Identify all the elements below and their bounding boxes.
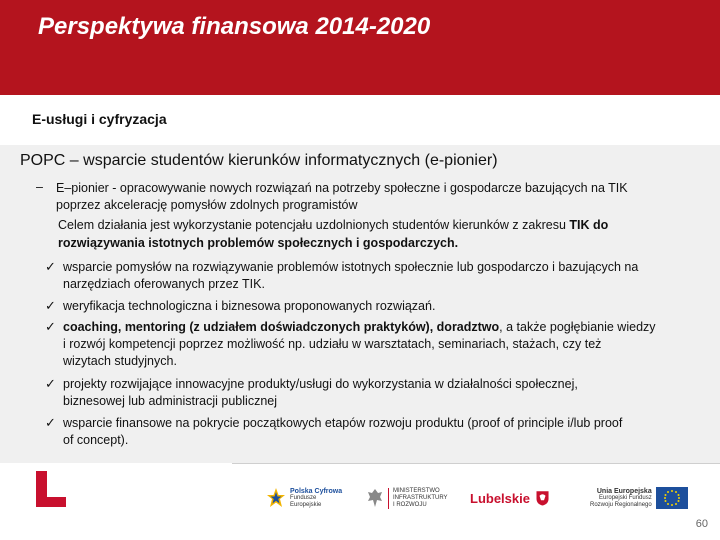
list-item-line: weryfikacja technologiczna i biznesowa proponowanych rozwiązań. (63, 299, 436, 313)
goal-text-bold: TIK do (569, 218, 609, 232)
lubelskie-wordmark: Lubelskie (470, 490, 530, 506)
eu-logo (590, 480, 690, 516)
list-item-line: wsparcie finansowe na pokrycie początkowych etapów rozwoju produktu (proof of principle i/lub proof (63, 416, 623, 430)
eu-flag-icon (656, 487, 688, 509)
intro-line-1: E–pionier - opracowywanie nowych rozwiązań na potrzeby społeczne i gospodarcze bazujących na TIK (56, 181, 628, 195)
fe-line: Europejskie (290, 501, 322, 508)
list-item-line: projekty rozwijające innowacyjne produkty/usługi do wykorzystania w działalności społecznej, (63, 377, 578, 391)
fundusze-europejskie-logo (266, 480, 350, 516)
eu-line: Rozwoju Regionalnego (590, 501, 652, 508)
list-item-line: wsparcie pomysłów na rozwiązywanie problemów istotnych społecznie lub gospodarczo i bazujących na (63, 260, 639, 274)
fe-line: Fundusze (290, 494, 317, 501)
lubelskie-logo (470, 480, 550, 516)
list-item-line (63, 319, 656, 335)
fe-program-name: Polska Cyfrowa (290, 487, 343, 495)
eu-line: Unia Europejska (596, 487, 652, 495)
check-icon: ✓ (45, 259, 56, 274)
lubelskie-crest-icon (535, 487, 550, 509)
intro-line-2: poprzez akcelerację pomysłów zdolnych programistów (56, 198, 358, 212)
section-title: POPC – wsparcie studentów kierunków informatycznych (e-pionier) (20, 152, 498, 169)
fe-star-icon (266, 487, 286, 509)
check-icon: ✓ (45, 415, 56, 430)
list-item-line: wizytach studyjnych. (63, 354, 177, 368)
list-item-line: biznesowej lub administracji publicznej (63, 394, 277, 408)
check-icon: ✓ (45, 376, 56, 391)
goal-text: Celem działania jest wykorzystanie potencjału uzdolnionych studentów kierunków z zakresu (58, 218, 570, 232)
polish-eagle-icon (366, 487, 384, 509)
ministry-line: MINISTERSTWO (393, 487, 440, 494)
subheader-title: E-usługi i cyfryzacja (32, 111, 167, 127)
list-item-line: of concept). (63, 433, 129, 447)
footer-divider (232, 463, 720, 464)
lublin-l-logo (34, 469, 68, 509)
check-icon: ✓ (45, 319, 56, 334)
content-panel (0, 145, 720, 463)
check-icon: ✓ (45, 298, 56, 313)
slide-title: Perspektywa finansowa 2014-2020 (38, 13, 431, 40)
goal-line-1 (58, 217, 608, 233)
ministry-logo (366, 480, 456, 516)
list-item-line: i rozwój kompetencji poprzez możliwość np. udziału w warsztatach, seminariach, stażach, czy też (63, 337, 602, 351)
coaching-text: , a także pogłębianie wiedzy (499, 320, 656, 334)
list-item-line: narzędziach oferowanych przez TIK. (63, 277, 265, 291)
goal-line-2: rozwiązywania istotnych problemów społecznych i gospodarczych. (58, 236, 459, 250)
ministry-line: INFRASTRUKTURY (393, 494, 448, 501)
slide-subheader (12, 95, 720, 145)
page-number: 60 (695, 518, 708, 530)
ministry-line: I ROZWOJU (393, 501, 427, 508)
eu-line: Europejski Fundusz (599, 494, 652, 501)
coaching-bold-text: coaching, mentoring (z udziałem doświadczonych praktyków), doradztwo (63, 320, 500, 334)
dash-bullet: – (36, 180, 43, 194)
slide-header (0, 0, 720, 95)
